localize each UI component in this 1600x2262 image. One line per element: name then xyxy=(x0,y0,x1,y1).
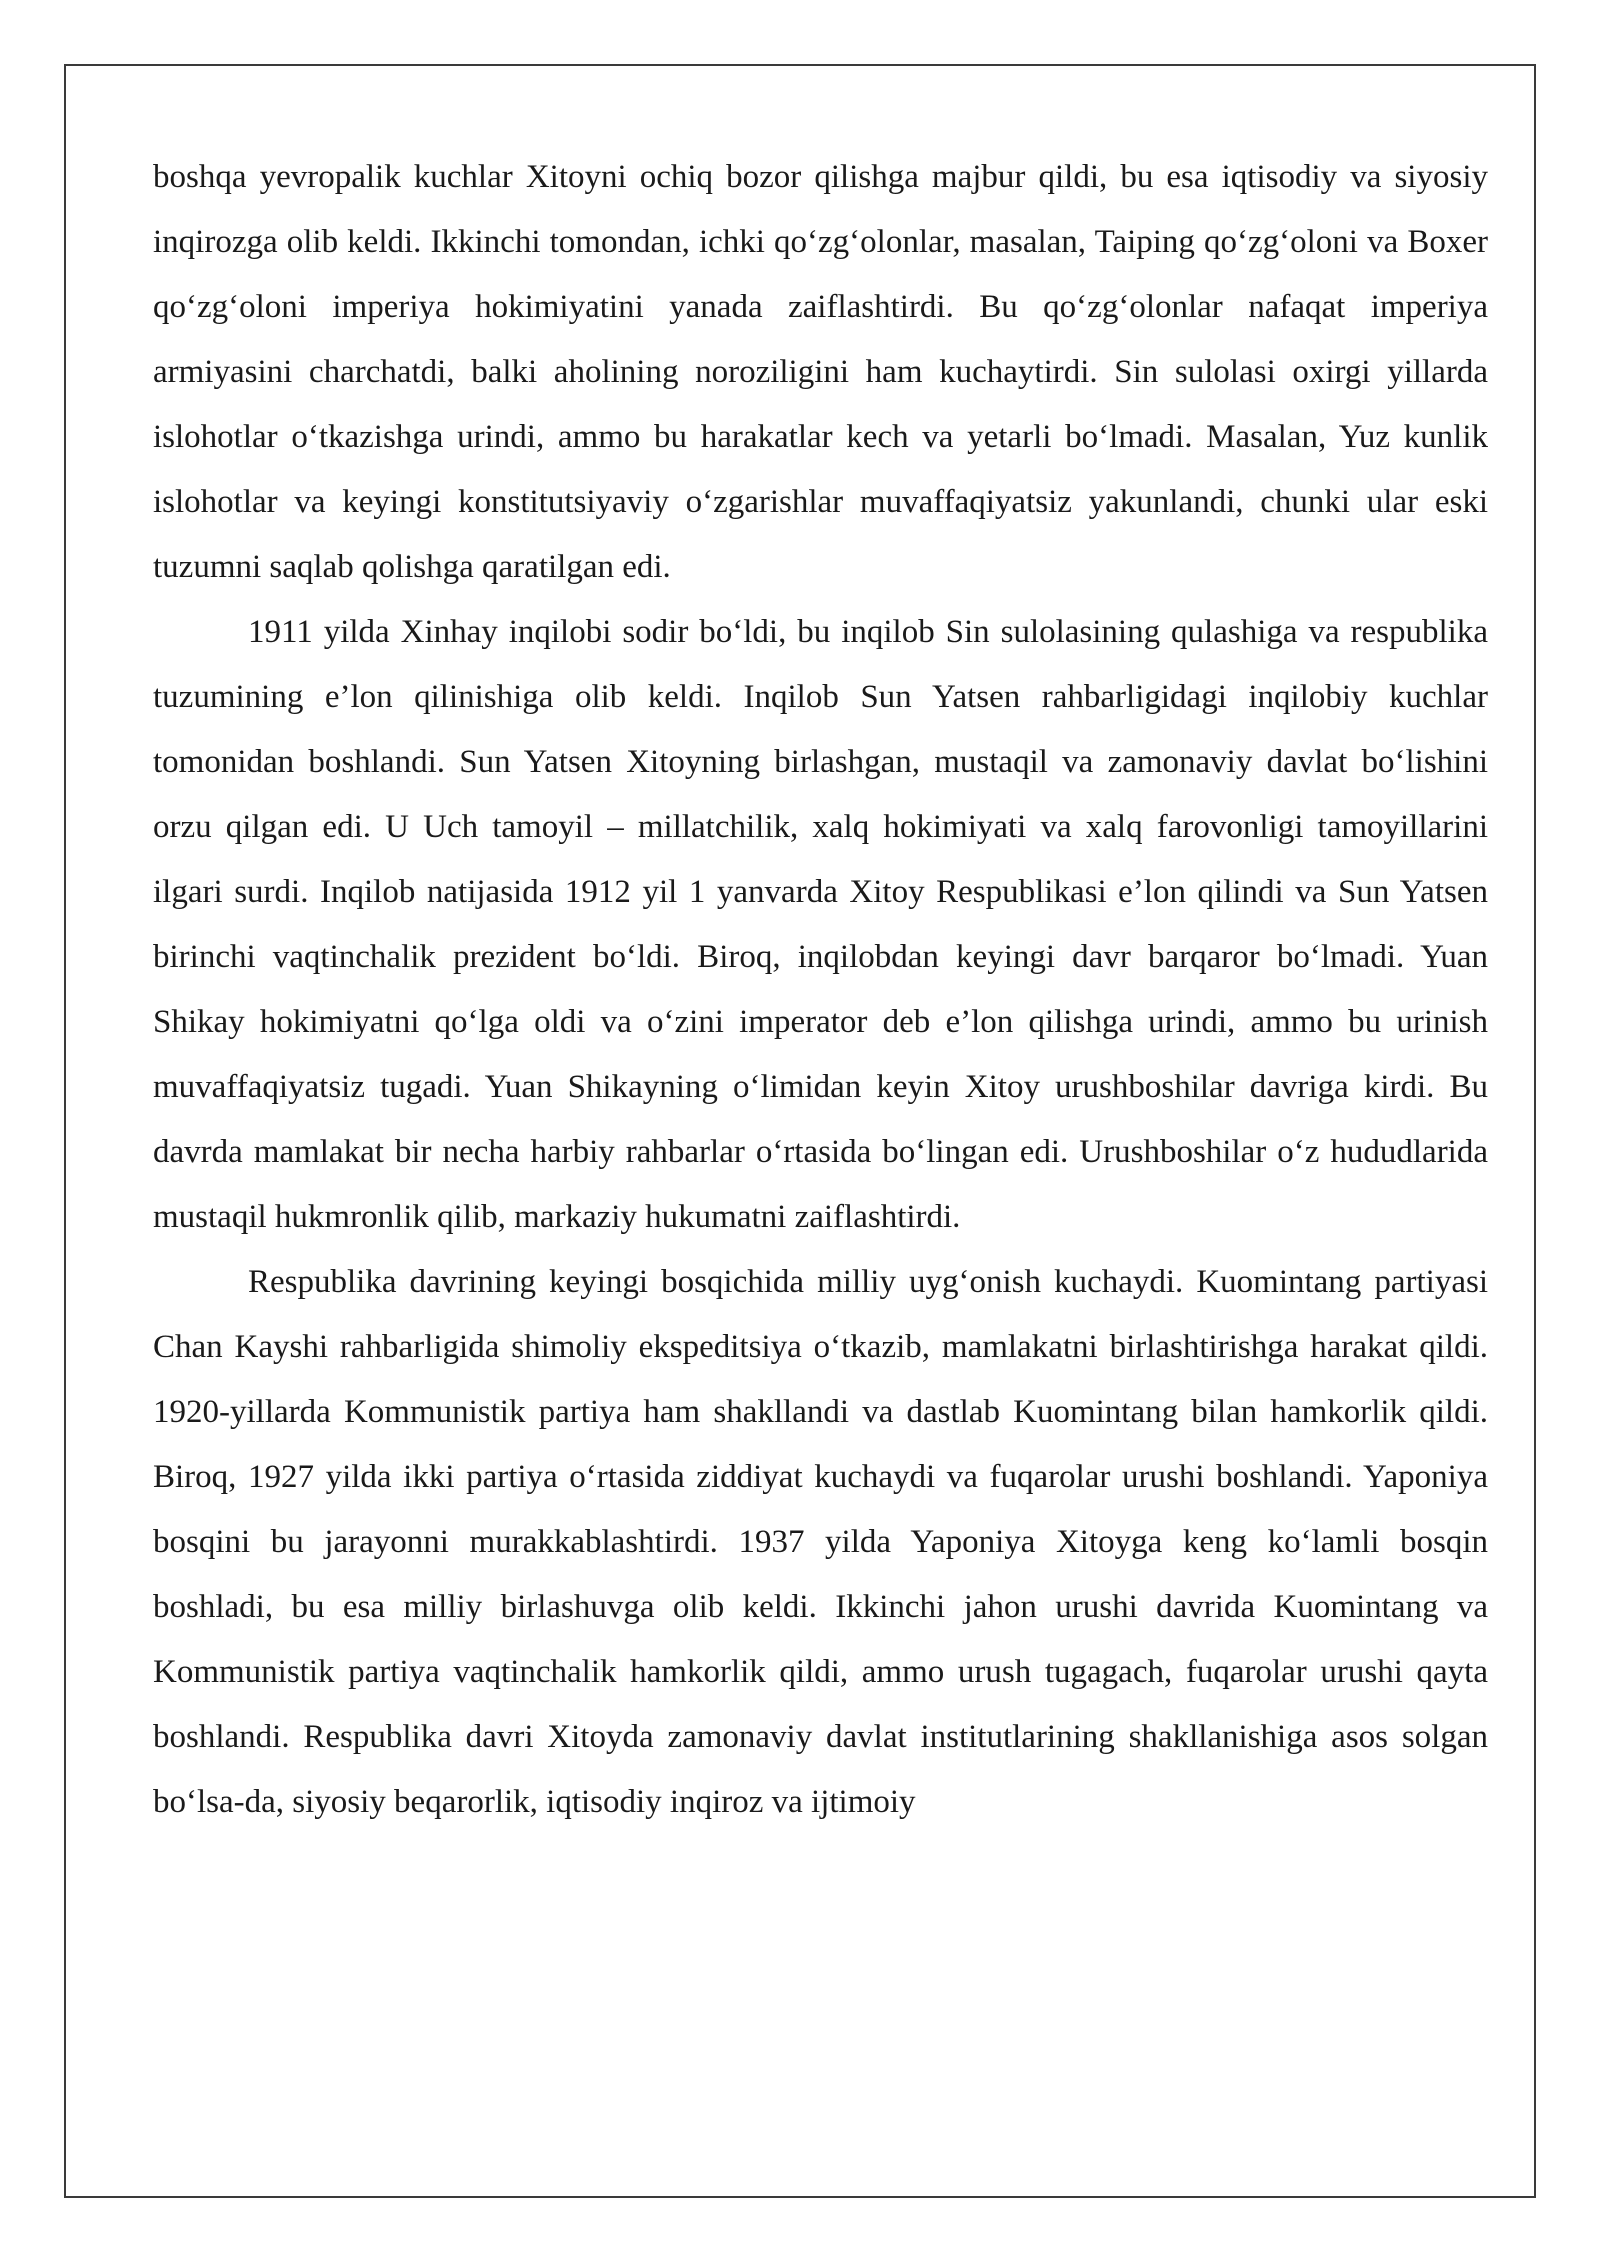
document-body xyxy=(153,145,1488,1835)
paragraph-continued: boshqa yevropalik kuchlar Xitoyni ochiq bozor qilishga majbur qildi, bu esa iqtisodiy va siyosiy inqirozga olib keldi. Ikkinchi tomondan, ichki qo‘zg‘olonlar, masalan, Taiping qo‘zg‘oloni va Boxer qo‘zg‘oloni imperiya hokimiyatini yanada zaiflashtirdi. Bu qo‘zg‘olonlar nafaqat imperiya armiyasini charchatdi, balki aholining noroziligini ham kuchaytirdi. Sin sulolasi oxirgi yillarda islohotlar o‘tkazishga urindi, ammo bu harakatlar kech va yetarli bo‘lmadi. Masalan, Yuz kunlik islohotlar va keyingi konstitutsiyaviy o‘zgarishlar muvaffaqiyatsiz yakunlandi, chunki ular eski tuzumni saqlab qolishga qaratilgan edi. xyxy=(153,159,1488,585)
paragraph-xinhay-revolution: 1911 yilda Xinhay inqilobi sodir bo‘ldi, bu inqilob Sin sulolasining qulashiga va respublika tuzumining e’lon qilinishiga olib keldi. Inqilob Sun Yatsen rahbarligidagi inqilobiy kuchlar tomonidan boshlandi. Sun Yatsen Xitoyning birlashgan, mustaqil va zamonaviy davlat bo‘lishini orzu qilgan edi. U Uch tamoyil – millatchilik, xalq hokimiyati va xalq farovonligi tamoyillarini ilgari surdi. Inqilob natijasida 1912 yil 1 yanvarda Xitoy Respublikasi e’lon qilindi va Sun Yatsen birinchi vaqtinchalik prezident bo‘ldi. Biroq, inqilobdan keyingi davr barqaror bo‘lmadi. Yuan Shikay hokimiyatni qo‘lga oldi va o‘zini imperator deb e’lon qilishga urindi, ammo bu urinish muvaffaqiyatsiz tugadi. Yuan Shikayning o‘limidan keyin Xitoy urushboshilar davriga kirdi. Bu davrda mamlakat bir necha harbiy rahbarlar o‘rtasida bo‘lingan edi. Urushboshilar o‘z hududlarida mustaqil hukmronlik qilib, markaziy hukumatni zaiflashtirdi. xyxy=(153,614,1488,1235)
paragraph-republic-period: Respublika davrining keyingi bosqichida milliy uyg‘onish kuchaydi. Kuomintang partiyasi Chan Kayshi rahbarligida shimoliy ekspeditsiya o‘tkazib, mamlakatni birlashtirishga harakat qildi. 1920-yillarda Kommunistik partiya ham shakllandi va dastlab Kuomintang bilan hamkorlik qildi. Biroq, 1927 yilda ikki partiya o‘rtasida ziddiyat kuchaydi va fuqarolar urushi boshlandi. Yaponiya bosqini bu jarayonni murakkablashtirdi. 1937 yilda Yaponiya Xitoyga keng ko‘lamli bosqin boshladi, bu esa milliy birlashuvga olib keldi. Ikkinchi jahon urushi davrida Kuomintang va Kommunistik partiya vaqtinchalik hamkorlik qildi, ammo urush tugagach, fuqarolar urushi qayta boshlandi. Respublika davri Xitoyda zamonaviy davlat institutlarining shakllanishiga asos solgan bo‘lsa-da, siyosiy beqarorlik, iqtisodiy inqiroz va ijtimoiy xyxy=(153,1264,1488,1820)
